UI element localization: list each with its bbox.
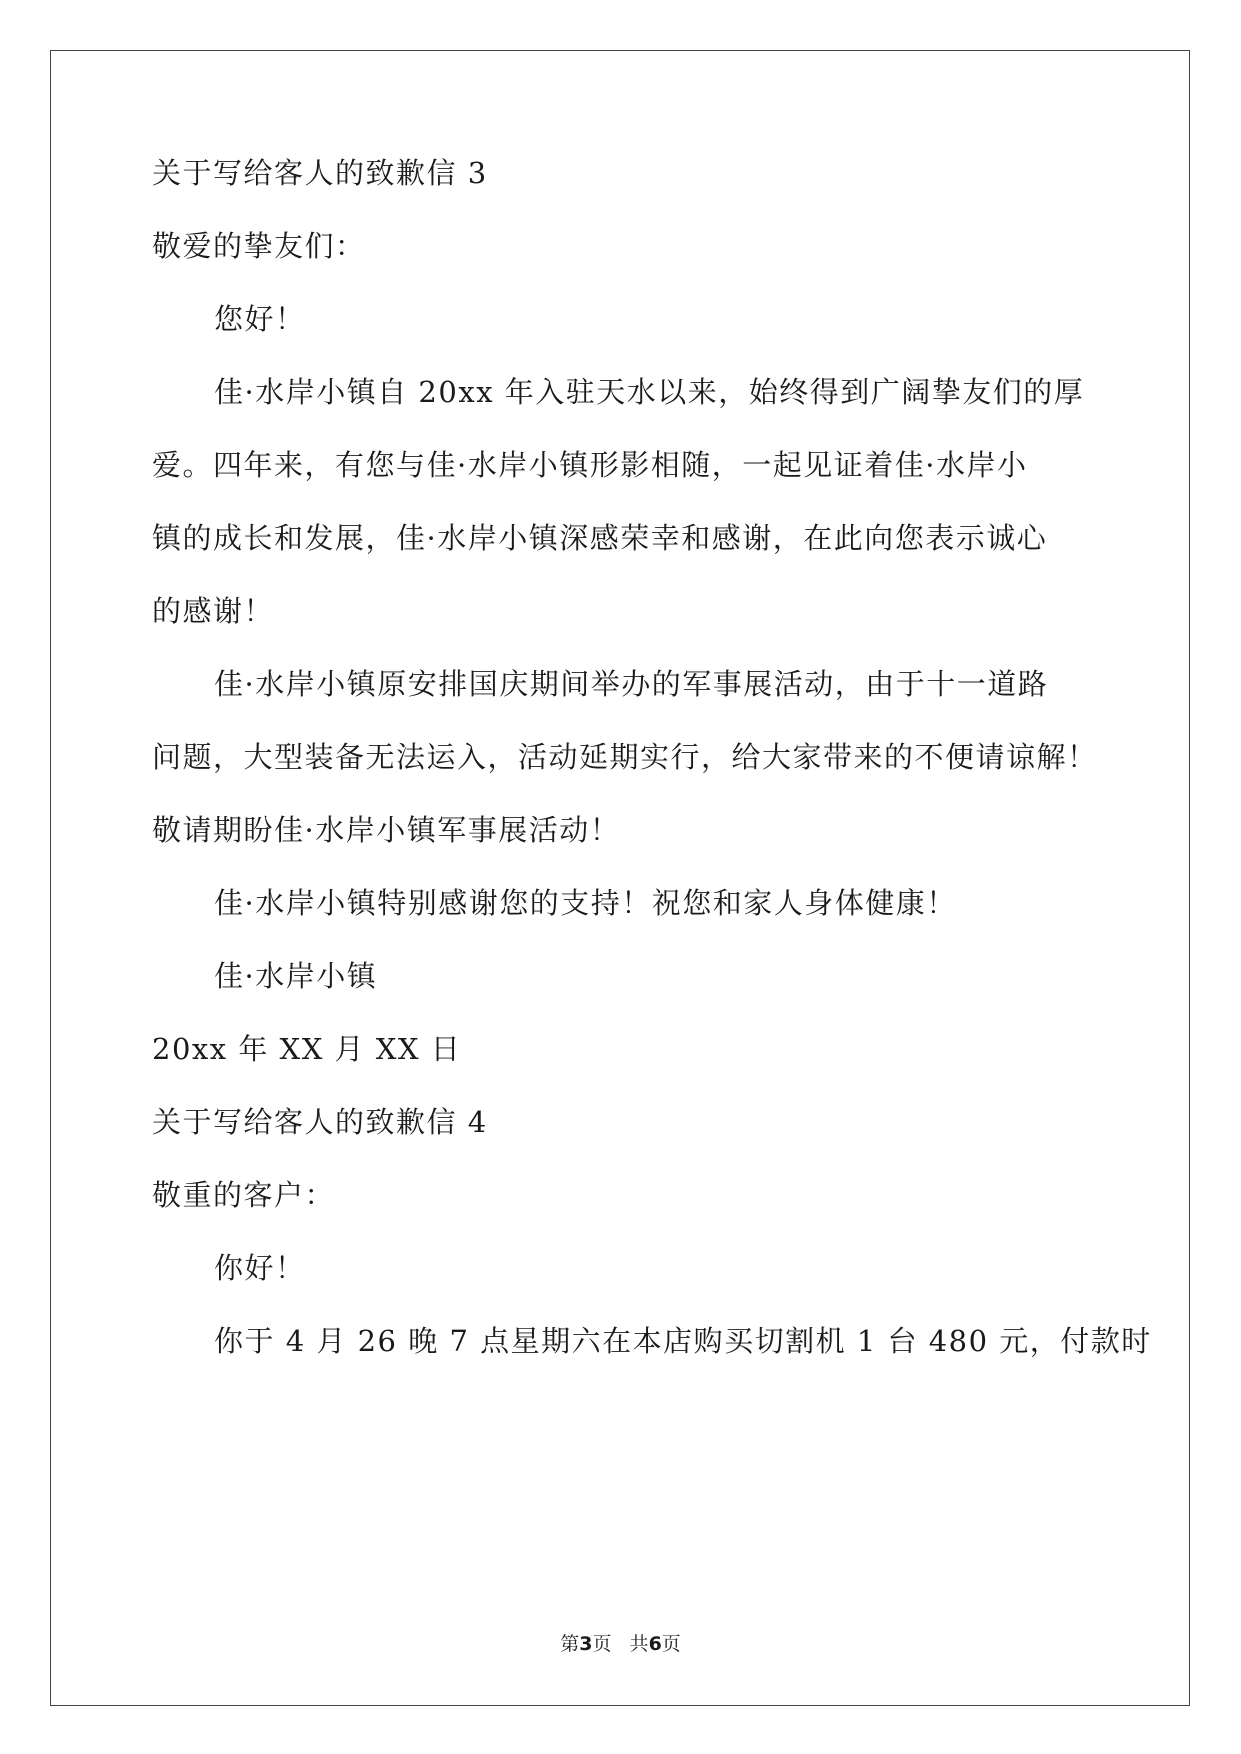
letter3-para2-line2: 问题，大型装备无法运入，活动延期实行，给大家带来的不便请谅解！ xyxy=(152,740,1098,774)
footer-page-suffix: 页 xyxy=(661,1633,681,1655)
letter3-greeting: 您好！ xyxy=(214,302,306,336)
letter4-para1-line1: 你于 4 月 26 晚 7 点星期六在本店购买切割机 1 台 480 元，付款时 xyxy=(214,1324,1152,1358)
letter3-para3: 佳·水岸小镇特别感谢您的支持！祝您和家人身体健康！ xyxy=(214,886,957,920)
letter3-para1-line2: 爱。四年来，有您与佳·水岸小镇形影相随，一起见证着佳·水岸小 xyxy=(152,448,1028,482)
footer-page-prefix: 第 xyxy=(560,1633,580,1655)
letter3-para2-line1: 佳·水岸小镇原安排国庆期间举办的军事展活动，由于十一道路 xyxy=(214,667,1049,701)
letter4-salutation: 敬重的客户： xyxy=(152,1178,336,1212)
letter3-para1-line1: 佳·水岸小镇自 20xx 年入驻天水以来，始终得到广阔挚友们的厚 xyxy=(214,375,1085,409)
footer-page-mid: 页 共 xyxy=(592,1633,649,1655)
letter3-para1-line3: 镇的成长和发展，佳·水岸小镇深感荣幸和感谢，在此向您表示诚心 xyxy=(152,521,1048,555)
letter3-salutation: 敬爱的挚友们： xyxy=(152,229,366,263)
letter4-title: 关于写给客人的致歉信 4 xyxy=(152,1105,488,1139)
letter3-date: 20xx 年 XX 月 XX 日 xyxy=(152,1032,462,1066)
footer-page-total: 6 xyxy=(648,1633,662,1655)
page-footer xyxy=(0,1629,1241,1656)
letter3-signature: 佳·水岸小镇 xyxy=(214,959,378,993)
page-border xyxy=(50,50,1190,1706)
letter3-para1-line4: 的感谢！ xyxy=(152,594,275,628)
letter4-greeting: 你好！ xyxy=(214,1251,306,1285)
footer-page-current: 3 xyxy=(579,1633,593,1655)
letter3-para2-line3: 敬请期盼佳·水岸小镇军事展活动！ xyxy=(152,813,621,847)
letter3-title: 关于写给客人的致歉信 3 xyxy=(152,156,488,190)
